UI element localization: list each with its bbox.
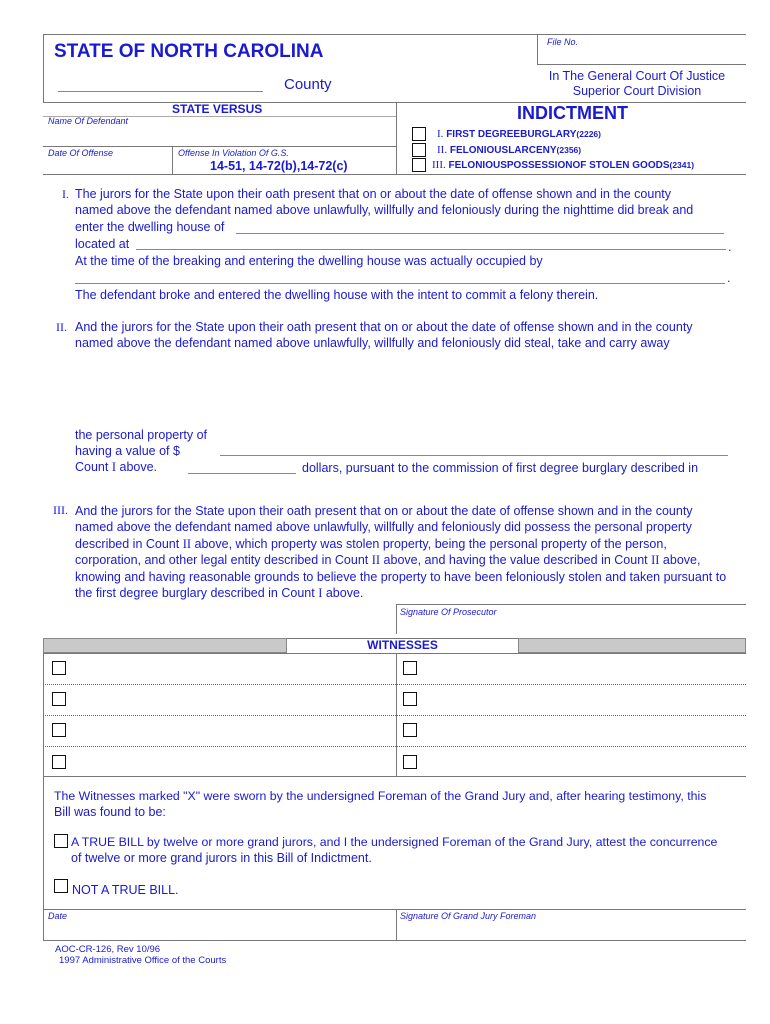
witness-5-checkbox[interactable] xyxy=(52,723,66,737)
property-value-line[interactable] xyxy=(220,455,728,456)
witness-7-checkbox[interactable] xyxy=(52,755,66,769)
count-2-paragraph-num: II. xyxy=(56,320,67,334)
top-border xyxy=(43,34,746,35)
witness-8-field[interactable] xyxy=(423,752,743,774)
offense-divider xyxy=(172,146,173,174)
count-2-code: (2356) xyxy=(556,145,582,155)
witness-7-field[interactable] xyxy=(72,752,392,774)
count-1-line-1: The jurors for the State upon their oath present that on or about the date of offense shown and in the county xyxy=(75,187,672,201)
signature-row-top xyxy=(43,909,746,910)
witness-header-bottom xyxy=(43,653,746,654)
prosecutor-sig-top xyxy=(396,604,746,605)
count-3-line-4-num2: II xyxy=(651,553,660,567)
dollars-text: dollars, pursuant to the commission of first degree burglary described in xyxy=(302,461,699,475)
not-true-bill-label: NOT A TRUE BILL. xyxy=(72,883,179,897)
count-1-name: FIRST DEGREEBURGLARY xyxy=(446,129,577,140)
prosecutor-signature-label: Signature Of Prosecutor xyxy=(400,607,497,617)
court-line-1: In The General Court Of Justice xyxy=(548,69,726,83)
form-number: AOC-CR-126, Rev 10/96 xyxy=(55,944,161,955)
count-3-line-3-num: II xyxy=(182,537,192,551)
count-1-line-2: named above the defendant named above unlawfully, willfully and feloniously during the nighttime did break and xyxy=(75,203,694,217)
witness-2-checkbox[interactable] xyxy=(403,661,417,675)
court-name xyxy=(537,69,737,99)
dollar-amount-line[interactable] xyxy=(188,473,296,474)
prosecutor-sig-left xyxy=(396,604,397,634)
count-3-num: III. xyxy=(432,159,446,171)
witness-5-field[interactable] xyxy=(72,720,392,742)
count-3-line-5: knowing and having reasonable grounds to believe the property to have been feloniously stolen and taken pursuant to xyxy=(75,570,727,584)
count-1-item xyxy=(437,128,601,140)
count-3-code: (2341) xyxy=(669,160,695,170)
count-2-line-2: named above the defendant named above unlawfully, willfully and feloniously did steal, take and carry away xyxy=(75,336,670,350)
property-line-3 xyxy=(75,459,157,476)
offense-gs-label: Offense In Violation Of G.S. xyxy=(178,148,289,158)
occupant-period: . xyxy=(727,271,731,285)
occupant-line[interactable] xyxy=(75,283,725,284)
count-1-line-4: located at xyxy=(75,237,130,251)
count-3-paragraph-num: III. xyxy=(53,503,68,517)
count-3-line-6 xyxy=(75,585,363,602)
count-3-item xyxy=(432,159,694,171)
state-title: STATE OF NORTH CAROLINA xyxy=(54,41,324,62)
count-2-checkbox[interactable] xyxy=(412,143,426,157)
count-3-line-3b: above, which property was stolen property, being the personal property of the person, xyxy=(194,537,667,551)
count-3-line-6b: above. xyxy=(325,586,364,600)
date-of-offense-label: Date Of Offense xyxy=(48,148,114,158)
prosecutor-signature-field[interactable] xyxy=(402,618,742,632)
count-1-code: (2226) xyxy=(576,129,601,139)
count-3-line-4c: above, xyxy=(662,553,701,567)
not-true-bill-checkbox[interactable] xyxy=(54,879,68,893)
count-3-line-4 xyxy=(75,552,700,569)
footer xyxy=(55,944,226,966)
witness-6-field[interactable] xyxy=(423,720,743,742)
witness-row-1-divider xyxy=(43,684,746,685)
witness-table-bottom xyxy=(43,776,746,777)
count-1-checkbox[interactable] xyxy=(412,127,426,141)
witness-4-field[interactable] xyxy=(423,689,743,711)
count-3-line-6a: the first degree burglary described in Count xyxy=(75,586,315,600)
county-line[interactable] xyxy=(58,91,263,92)
witness-1-field[interactable] xyxy=(72,658,392,680)
name-box-bottom xyxy=(43,146,396,147)
defendant-name-label: Name Of Defendant xyxy=(48,116,129,126)
county-label: County xyxy=(284,76,332,93)
count-1-line-3: enter the dwelling house of xyxy=(75,220,225,234)
witness-band-left xyxy=(43,638,287,653)
count-2-name: FELONIOUSLARCENY xyxy=(449,145,557,156)
defendant-box-bottom xyxy=(43,174,746,175)
property-count-above: above. xyxy=(119,460,158,474)
witness-row-3-divider xyxy=(43,746,746,747)
property-line-2: having a value of $ xyxy=(75,444,180,458)
file-no-divider xyxy=(537,34,538,64)
count-2-line-1: And the jurors for the State upon their oath present that on or about the date of offense shown and in the county xyxy=(75,320,693,334)
count-3-checkbox[interactable] xyxy=(412,158,426,172)
dwelling-owner-line[interactable] xyxy=(236,233,724,234)
count-3-line-4-num: II xyxy=(371,553,381,567)
grand-jury-date-field[interactable] xyxy=(48,922,392,938)
witness-row-2-divider xyxy=(43,715,746,716)
witness-8-checkbox[interactable] xyxy=(403,755,417,769)
count-3-line-4a: corporation, and other legal entity described in Count xyxy=(75,553,369,567)
witness-band-right xyxy=(518,638,746,653)
witness-1-checkbox[interactable] xyxy=(52,661,66,675)
count-3-line-2: named above the defendant named above unlawfully, willfully and feloniously did possess the personal property xyxy=(75,520,692,534)
property-line-1: the personal property of xyxy=(75,428,208,442)
property-count-num: I xyxy=(111,460,117,474)
witness-3-checkbox[interactable] xyxy=(52,692,66,706)
count-3-line-3a: described in Count xyxy=(75,537,180,551)
section-border xyxy=(43,102,746,103)
statutes: 14-51, 14-72(b),14-72(c) xyxy=(210,159,348,173)
location-line[interactable] xyxy=(136,249,726,250)
witness-2-field[interactable] xyxy=(423,658,743,680)
file-no-border xyxy=(537,64,746,65)
copyright: 1997 Administrative Office of the Courts xyxy=(59,955,227,966)
count-3-line-1: And the jurors for the State upon their oath present that on or about the date of offense shown and in the county xyxy=(75,504,693,518)
true-bill-checkbox[interactable] xyxy=(54,834,68,848)
witness-3-field[interactable] xyxy=(72,689,392,711)
location-period: . xyxy=(728,240,732,254)
count-3-line-6-num: I xyxy=(318,586,323,600)
property-count-label: Count xyxy=(75,460,109,474)
count-2-item xyxy=(437,144,581,156)
foreman-signature-label: Signature Of Grand Jury Foreman xyxy=(400,911,537,921)
count-1-line-7: The defendant broke and entered the dwelling house with the intent to commit a felony therein. xyxy=(75,288,599,302)
count-3-line-3 xyxy=(75,536,667,553)
count-2-num: II. xyxy=(437,144,448,156)
grand-jury-statement-1: The Witnesses marked "X" were sworn by the undersigned Foreman of the Grand Jury and, after hearing testimony, this xyxy=(54,789,707,803)
witness-6-checkbox[interactable] xyxy=(403,723,417,737)
count-3-line-4b: above, and having the value described in Count xyxy=(383,553,648,567)
left-border xyxy=(43,34,44,102)
witness-4-checkbox[interactable] xyxy=(403,692,417,706)
grand-jury-statement-2: Bill was found to be: xyxy=(54,805,166,819)
court-line-2: Superior Court Division xyxy=(572,84,702,98)
center-divider xyxy=(396,102,397,174)
witnesses-title: WITNESSES xyxy=(367,638,438,652)
true-bill-line-1: A TRUE BILL by twelve or more grand jurors, and I the undersigned Foreman of the Grand Jury, attest the concurrence xyxy=(71,835,718,849)
count-1-line-5: At the time of the breaking and entering the dwelling house was actually occupied by xyxy=(75,254,543,268)
count-1-paragraph-num: I. xyxy=(62,187,69,201)
true-bill-line-2: of twelve or more grand jurors in this Bill of Indictment. xyxy=(71,851,372,865)
grand-jury-left-border xyxy=(43,776,44,940)
grand-jury-bottom xyxy=(43,940,746,941)
file-no-label: File No. xyxy=(547,37,579,47)
count-3-name: FELONIOUSPOSSESSIONOF STOLEN GOODS xyxy=(448,160,670,171)
foreman-signature-field[interactable] xyxy=(402,922,742,938)
indictment-title: INDICTMENT xyxy=(517,103,628,123)
count-1-num: I. xyxy=(437,128,444,140)
grand-jury-date-label: Date xyxy=(48,911,68,921)
state-versus-label: STATE VERSUS xyxy=(172,102,263,116)
signature-row-divider xyxy=(396,909,397,940)
